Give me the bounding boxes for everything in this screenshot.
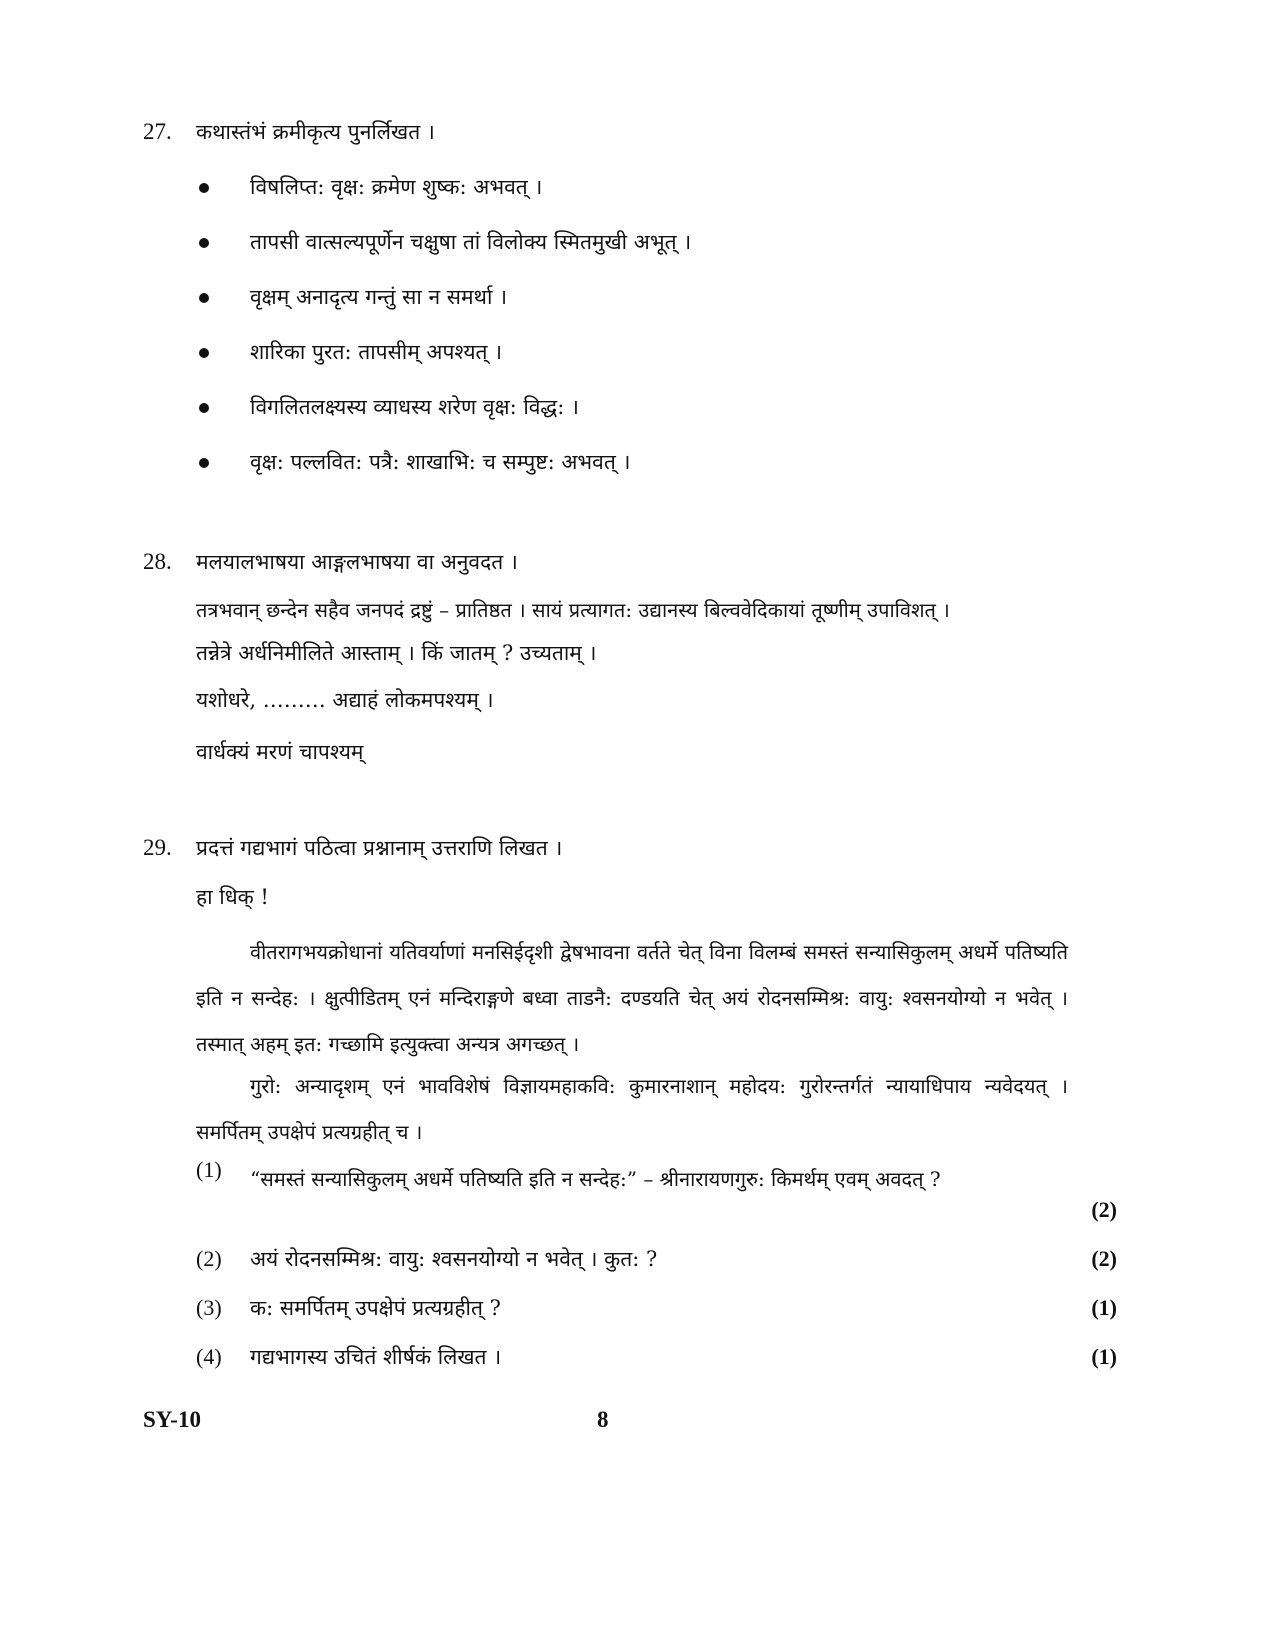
sub-question-3-number: (3) — [196, 1295, 222, 1320]
sub-question-4-number: (4) — [196, 1344, 222, 1369]
question-27-item-3: वृक्षम् अनादृत्य गन्तुं सा न समर्था । — [250, 285, 508, 309]
question-29-exclamation: हा धिक् ! — [196, 885, 269, 909]
page-number: 8 — [597, 1407, 609, 1432]
question-29-number: 29. — [143, 835, 172, 860]
question-28-line-1: तत्रभवान् छन्देन सहैव जनपदं द्रष्टुं – प्रातिष्ठत । सायं प्रत्यागत: उद्यानस्य बिल्ववेदिकायां तूष्णीम् उपाविशत् । — [196, 598, 950, 622]
question-29-paragraph-2: गुरो: अन्यादृशम् एनं भावविशेषं विज्ञायमहाकवि: कुमारनाशान् महोदय: गुरोरन्तर्गतं न्यायाधिपाय न्यवेदयत् । समर्पितम् उपक्षेपं प्रत्यग्रहीत् च । — [196, 1074, 1068, 1144]
sub-question-3-marks: (1) — [1091, 1295, 1117, 1320]
question-27-number: 27. — [143, 119, 172, 144]
sub-question-1-text: “समस्तं सन्यासिकुलम् अधर्मे पतिष्यति इति न सन्देह:” – श्रीनारायणगुरु: किमर्थम् एवम् अवदत् ? — [250, 1167, 941, 1191]
sub-question-3-text: क: समर्पितम् उपक्षेपं प्रत्यग्रहीत् ? — [250, 1296, 501, 1320]
question-27-item-5: विगलितलक्ष्यस्य व्याधस्य शरेण वृक्ष: विद्ध: । — [250, 395, 579, 419]
bullet-icon — [199, 348, 209, 358]
sub-question-2-marks: (2) — [1091, 1246, 1117, 1271]
bullet-icon — [199, 293, 209, 303]
bullet-icon — [199, 403, 209, 413]
paper-code: SY-10 — [143, 1407, 201, 1432]
sub-question-2-number: (2) — [196, 1246, 222, 1271]
bullet-icon — [199, 238, 209, 248]
question-27-item-4: शारिका पुरत: तापसीम् अपश्यत् । — [250, 340, 503, 364]
bullet-icon — [199, 458, 209, 468]
question-29-paragraph-1: वीतरागभयक्रोधानां यतिवर्याणां मनसिईदृशी द्वेषभावना वर्तते चेत् विना विलम्बं समस्तं सन्यासिकुलम् अधर्मे पतिष्यति इति न सन्देह: । क्षुत्पीडितम् एनं मन्दिराङ्गणे बध्वा ताडनै: दण्डयति चेत् अयं रोदनसम्मिश्र: वायु: श्वसनयोग्यो न भवेत् । तस्मात् अहम् इत: गच्छामि इत्युक्त्वा अन्यत्र अगच्छत् । — [196, 940, 1068, 1056]
question-28-line-2: तन्नेत्रे अर्धनिमीलिते आस्ताम् । किं जातम् ? उच्यताम् । — [196, 641, 597, 665]
question-27-instruction: कथास्तंभं क्रमीकृत्य पुनर्लिखत । — [196, 120, 435, 144]
question-27-item-6: वृक्ष: पल्लवित: पत्रै: शाखाभि: च सम्पुष्ट: अभवत् । — [250, 450, 631, 474]
question-27-item-1: विषलिप्त: वृक्ष: क्रमेण शुष्क: अभवत् । — [250, 175, 543, 199]
sub-question-2-text: अयं रोदनसम्मिश्र: वायु: श्वसनयोग्यो न भवेत् । कुत: ? — [250, 1247, 658, 1271]
sub-question-1-number: (1) — [196, 1157, 222, 1182]
sub-question-1-marks: (2) — [1091, 1197, 1117, 1222]
question-28-line-4: वार्धक्यं मरणं चापश्यम् — [196, 740, 364, 764]
question-27-item-2: तापसी वात्सल्यपूर्णेन चक्षुषा तां विलोक्य स्मितमुखी अभूत् । — [250, 230, 692, 254]
sub-question-4-marks: (1) — [1091, 1344, 1117, 1369]
question-29-instruction: प्रदत्तं गद्यभागं पठित्वा प्रश्नानाम् उत्तराणि लिखत । — [196, 836, 563, 860]
question-28-number: 28. — [143, 549, 172, 574]
question-28-line-3: यशोधरे, ……… अद्याहं लोकमपश्यम् । — [196, 688, 494, 712]
sub-question-4-text: गद्यभागस्य उचितं शीर्षकं लिखत । — [250, 1345, 502, 1369]
bullet-icon — [199, 183, 209, 193]
question-28-instruction: मलयालभाषया आङ्गलभाषया वा अनुवदत । — [196, 550, 518, 574]
